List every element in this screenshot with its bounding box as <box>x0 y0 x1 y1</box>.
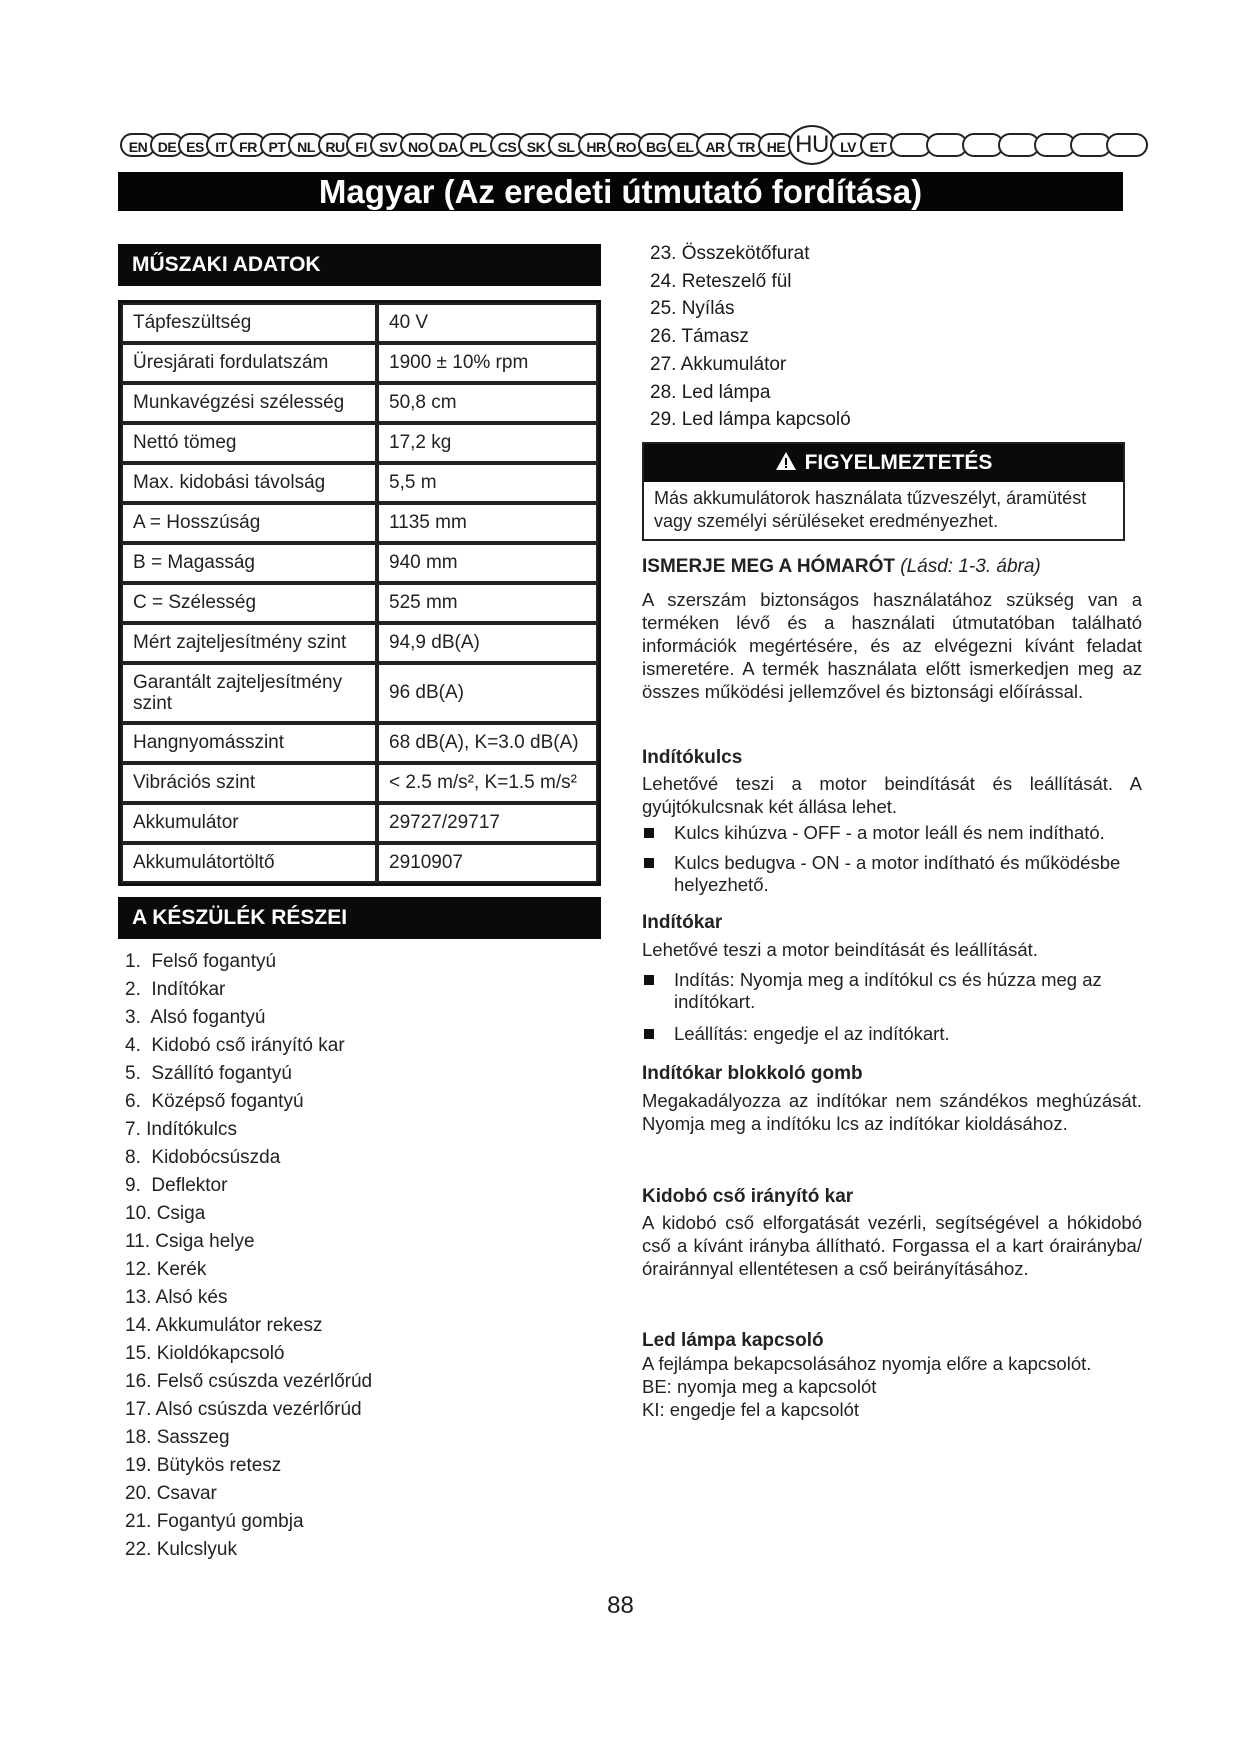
spec-row <box>121 663 598 723</box>
part-item: 7. Indítókulcs <box>125 1119 237 1140</box>
spec-row <box>121 763 598 803</box>
language-tab-bg[interactable]: BG <box>638 133 674 157</box>
spec-row <box>121 383 598 423</box>
spec-label: Vibrációs szint <box>121 763 377 803</box>
part-item: 29. Led lámpa kapcsoló <box>650 409 851 431</box>
led-line: BE: nyomja meg a kapcsolót <box>642 1376 877 1397</box>
specs-heading: MŰSZAKI ADATOK <box>118 244 601 286</box>
warning-triangle-icon <box>775 451 797 471</box>
warning-box <box>642 442 1125 541</box>
part-item: 1. Felső fogantyú <box>125 951 277 972</box>
part-item: 19. Bütykös retesz <box>125 1455 282 1476</box>
led-line: KI: engedje fel a kapcsolót <box>642 1399 860 1420</box>
chute-heading: Kidobó cső irányító kar <box>642 1186 854 1207</box>
spec-row <box>121 583 598 623</box>
language-tab-empty[interactable] <box>1106 133 1148 157</box>
spec-label: Akkumulátor <box>121 803 377 843</box>
part-item: 12. Kerék <box>125 1259 207 1280</box>
chute-text: A kidobó cső elforgatását vezérli, segítségével a hókidobó cső a kívánt irányba állítható. Forgassa el a kart órairányba/órairánnyal ellentétesen a cső beirányításához. <box>642 1212 1142 1279</box>
part-item: 11. Csiga helye <box>125 1231 255 1252</box>
lever-bullet: Leállítás: engedje el az indítókart. <box>642 1023 1142 1045</box>
language-tab-lv[interactable]: LV <box>830 133 866 157</box>
led-section <box>642 1330 1142 1421</box>
language-tab-bar <box>120 133 1122 163</box>
part-item: 6. Középső fogantyú <box>125 1091 304 1112</box>
spec-label: Mért zajteljesítmény szint <box>121 623 377 663</box>
spec-value: 29727/29717 <box>377 803 598 843</box>
lever-section <box>642 912 1142 1045</box>
chute-section <box>642 1186 1142 1280</box>
led-heading: Led lámpa kapcsoló <box>642 1330 824 1351</box>
spec-row <box>121 623 598 663</box>
know-heading: ISMERJE MEG A HÓMARÓT <box>642 556 895 577</box>
part-item: 22. Kulcslyuk <box>125 1539 237 1560</box>
language-tab-sl[interactable]: SL <box>548 133 584 157</box>
spec-value: < 2.5 m/s², K=1.5 m/s² <box>377 763 598 803</box>
language-tab-ro[interactable]: RO <box>608 133 644 157</box>
language-tab-sk[interactable]: SK <box>518 133 554 157</box>
warning-header <box>644 444 1123 482</box>
part-item: 20. Csavar <box>125 1483 217 1504</box>
page-number: 88 <box>607 1592 634 1619</box>
part-item: 18. Sasszeg <box>125 1427 230 1448</box>
spec-value: 96 dB(A) <box>377 663 598 723</box>
spec-value: 940 mm <box>377 543 598 583</box>
language-tab-es[interactable]: ES <box>178 133 212 157</box>
part-item: 10. Csiga <box>125 1203 206 1224</box>
spec-label: Nettó tömeg <box>121 423 377 463</box>
spec-label: Üresjárati fordulatszám <box>121 343 377 383</box>
specs-table <box>118 300 601 886</box>
led-line: A fejlámpa bekapcsolásához nyomja előre a kapcsolót. <box>642 1353 1092 1374</box>
lever-bullet: Indítás: Nyomja meg a indítókul cs és húzza meg az indítókart. <box>642 969 1142 1013</box>
part-item: 23. Összekötőfurat <box>650 243 810 264</box>
part-item: 16. Felső csúszda vezérlőrúd <box>125 1371 373 1392</box>
spec-value: 50,8 cm <box>377 383 598 423</box>
lever-text: Lehetővé teszi a motor beindítását és leállítását. <box>642 939 1038 960</box>
part-item: 24. Reteszelő fül <box>650 270 792 292</box>
spec-label: Tápfeszültség <box>121 303 377 343</box>
spec-label: Munkavégzési szélesség <box>121 383 377 423</box>
part-item: 2. Indítókar <box>125 979 226 1000</box>
spec-label: Garantált zajteljesítmény szint <box>121 663 377 723</box>
part-item: 5. Szállító fogantyú <box>125 1063 292 1084</box>
spec-row <box>121 503 598 543</box>
language-tab-hr[interactable]: HR <box>578 133 614 157</box>
language-tab-no[interactable]: NO <box>400 133 436 157</box>
part-item: 13. Alsó kés <box>125 1287 228 1308</box>
spec-label: B = Magasság <box>121 543 377 583</box>
language-tab-ar[interactable]: AR <box>696 133 734 157</box>
spec-value: 525 mm <box>377 583 598 623</box>
language-tab-en[interactable]: EN <box>120 133 156 157</box>
language-tab-he[interactable]: HE <box>758 133 794 157</box>
part-item: 27. Akkumulátor <box>650 353 787 375</box>
spec-label: Max. kidobási távolság <box>121 463 377 503</box>
know-reference: (Lásd: 1-3. ábra) <box>900 556 1041 577</box>
part-item: 4. Kidobó cső irányító kar <box>125 1035 345 1056</box>
parts-list-continued <box>650 240 851 434</box>
spec-row <box>121 543 598 583</box>
part-item: 8. Kidobócsúszda <box>125 1147 281 1168</box>
language-tab-pl[interactable]: PL <box>460 133 496 157</box>
language-tab-el[interactable]: EL <box>668 133 702 157</box>
lock-section <box>642 1063 1142 1135</box>
language-tab-de[interactable]: DE <box>150 133 184 157</box>
part-item: 14. Akkumulátor rekesz <box>125 1315 323 1336</box>
key-bullet: Kulcs kihúzva - OFF - a motor leáll és nem indítható. <box>642 822 1142 844</box>
part-item: 3. Alsó fogantyú <box>125 1007 266 1028</box>
spec-row <box>121 463 598 503</box>
key-section <box>642 747 1142 896</box>
spec-value: 94,9 dB(A) <box>377 623 598 663</box>
language-tab-pt[interactable]: PT <box>260 133 294 157</box>
spec-row <box>121 803 598 843</box>
language-tab-da[interactable]: DA <box>430 133 466 157</box>
spec-label: Hangnyomásszint <box>121 723 377 763</box>
language-tab-tr[interactable]: TR <box>728 133 764 157</box>
spec-row <box>121 343 598 383</box>
language-tab-sv[interactable]: SV <box>370 133 406 157</box>
spec-label: C = Szélesség <box>121 583 377 623</box>
language-tab-fi[interactable]: FI <box>346 133 376 157</box>
spec-label: Akkumulátortöltő <box>121 843 377 883</box>
spec-value: 5,5 m <box>377 463 598 503</box>
warning-heading: FIGYELMEZTETÉS <box>804 451 993 474</box>
part-item: 17. Alsó csúszda vezérlőrúd <box>125 1399 362 1420</box>
parts-list <box>125 948 372 1564</box>
language-tab-et[interactable]: ET <box>860 133 896 157</box>
spec-row <box>121 723 598 763</box>
language-tab-ru[interactable]: RU <box>318 133 352 157</box>
spec-value: 68 dB(A), K=3.0 dB(A) <box>377 723 598 763</box>
spec-value: 40 V <box>377 303 598 343</box>
part-item: 21. Fogantyú gombja <box>125 1511 304 1532</box>
spec-row <box>121 843 598 883</box>
key-bullet: Kulcs bedugva - ON - a motor indítható és működésbe helyezhető. <box>642 852 1142 896</box>
part-item: 9. Deflektor <box>125 1175 228 1196</box>
part-item: 26. Támasz <box>650 326 749 348</box>
part-item: 25. Nyílás <box>650 298 735 320</box>
spec-row <box>121 303 598 343</box>
spec-value: 1135 mm <box>377 503 598 543</box>
language-tab-fr[interactable]: FR <box>230 133 266 157</box>
spec-value: 2910907 <box>377 843 598 883</box>
language-tab-hu[interactable]: HU <box>788 125 836 165</box>
spec-row <box>121 423 598 463</box>
language-tab-cs[interactable]: CS <box>490 133 524 157</box>
know-text: A szerszám biztonságos használatához szükség van a terméken lévő és a használati útmutatóban található információk megértésére, és az elvégezni kívánt feladat ismeretére. A termék használata előtt ismerkedjen meg az összes működési jellemzővel és biztonsági előírással. <box>642 589 1142 702</box>
lock-heading: Indítókar blokkoló gomb <box>642 1063 863 1084</box>
key-heading: Indítókulcs <box>642 747 743 768</box>
spec-value: 17,2 kg <box>377 423 598 463</box>
part-item: 28. Led lámpa <box>650 381 771 403</box>
lock-text: Megakadályozza az indítókar nem szándékos meghúzását. Nyomja meg a indítóku lcs az indítókar kioldásához. <box>642 1090 1142 1134</box>
know-section <box>642 556 1142 703</box>
parts-heading: A KÉSZÜLÉK RÉSZEI <box>118 897 601 939</box>
page-title: Magyar (Az eredeti útmutató fordítása) <box>118 172 1123 211</box>
language-tab-it[interactable]: IT <box>206 133 236 157</box>
language-tab-nl[interactable]: NL <box>288 133 324 157</box>
lever-heading: Indítókar <box>642 912 723 933</box>
key-text: Lehetővé teszi a motor beindítását és leállítását. A gyújtókulcsnak két állása lehet. <box>642 773 1142 817</box>
spec-value: 1900 ± 10% rpm <box>377 343 598 383</box>
part-item: 15. Kioldókapcsoló <box>125 1343 285 1364</box>
spec-label: A = Hosszúság <box>121 503 377 543</box>
warning-text: Más akkumulátorok használata tűzveszélyt, áramütést vagy személyi sérüléseket eredményezhet. <box>654 488 1087 531</box>
